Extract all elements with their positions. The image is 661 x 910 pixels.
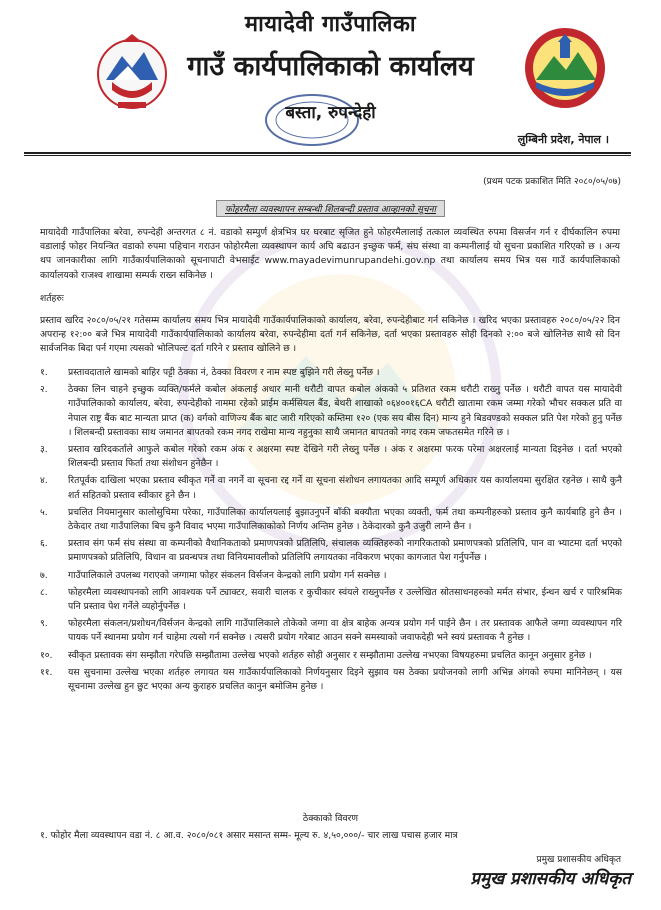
header-divider-thin (24, 155, 631, 156)
item-number: ६. (40, 538, 48, 550)
conditions-label: शर्तहरुः (40, 293, 64, 304)
notice-subject: फोहरमैला व्यवस्थापन सम्बन्धी शिलबन्दी प्रस्ताव आव्हानको सूचना (216, 200, 445, 217)
item-number: १०. (40, 649, 53, 661)
item-text: यस सुचनामा उल्लेख भएका शर्तहरु लगायत यस गाउँकार्यपालिकाको निर्णयनुसार दिइने सुझाव यस ठेक्का प्रयोजनको लागी अभिन्न अंगको रुपमा मानिनेछन् । यस सूचनामा उल्लेख हुन छुट भएका अन्य कुराहरु प्रचलित कानुन बमोजिम हुनेछ । (68, 666, 622, 693)
item-text: ठेक्का लिन चाहने इच्छुक व्यक्ति/फर्मले कबोल अंकलाई अधार मानी धरौटी वापत कबोल अंकको ५ प्रतिशत रकम धरौटी राख्नु पर्नेछ । धरौटी वापत यस मायादेवी गाउँपालिकाको कार्यालय, बरेवा, रुपन्देहीको नाममा रहेको प्राईम कर्मसियल बैंड, बेथरी शाखाको ०६४००१६CA धरौटी खातामा रकम जम्मा गरेको भौचर सक्कल प्रति वा नेपाल राष्ट्र बैंक बाट मान्यता प्राप्त (क) वर्गको वाणिज्य बैंक बाट जारी गरिएको कम्तिमा १२० (एक सय बीस दिन) मान्य हुने बिडवण्डको सक्कल प्रति पेश गरेको हुनु पर्नेछ । शिलबन्दी प्रस्तावका साथ जमानत बापतको रकम नगद राखेमा मान्य नहुनुका साथै जमानत बापतको नगद रकम जफतसमेत गरिने छ । (68, 384, 622, 438)
item-number: ११. (40, 666, 53, 678)
publication-date: (प्रथम पटक प्रकाशित मिति २०८०/०५/०७) (483, 177, 621, 187)
item-number: ७. (40, 569, 48, 581)
item-text: प्रस्ताव संग फर्म संघ संस्था वा कम्पनीको वैधानिकताको प्रमाणपत्रको प्रतिलिपि, संचालक व्यक्तिहरुको नागरिकताको प्रमाणपत्रको प्रतिलिपि, पान वा भ्याटमा दर्ता भएको प्रमाणपत्रको प्रतिलिपि, विधान वा प्रवन्धपत्र तथा विनियमावलीको प्रतिलिपि लगायतका नविकरण भएका कागजात पेश गर्नुपर्नेछ । (68, 538, 622, 564)
item-number: ५. (40, 506, 48, 518)
office-name: गाउँ कार्यपालिकाको कार्यालय (187, 51, 474, 82)
list-item (40, 569, 622, 583)
signatory-title: प्रमुख प्रशासकीय अधिकृत (470, 869, 631, 889)
item-text: फोहरमैला व्यवस्थापनको लागि आवश्यक पर्ने ट्याक्टर, सवारी चालक र कुचीकार स्वंयले राख्नुपर्नेछ र उल्लेखित स्रोतसाधनहरुको मर्मत संभार, ईन्धन खर्च र पारिश्रमिक पनि प्रस्ताव पेश गर्नेले व्यहोर्नुपर्नेछ । (68, 586, 622, 613)
contract-item: १. फोहोर मैला व्यवस्थापन वडा नं. ८ आ.व. २०८०/०८१ असार मसान्त सम्म- मूल्य रु. ४,५०,०००/- चार लाख पचास हजार मात्र (40, 830, 458, 841)
item-text: फोहरमैला संकलन/प्रशोधन/विर्सजन केन्द्रको लागि गाउँपालिकाले तोकेको जग्गा वा क्षेत्र बाहेक अन्यत्र प्रयोग गर्न पाईने छैन । तर प्रस्तावक आफैले जग्गा व्यवस्थापन गरि पायक पर्ने स्थानमा प्रयोग गर्न चाहेमा त्यसो गर्न सक्नेछ । त्यसरी प्रयोग गरेबाट आउन सक्ने समस्याको जवाफदेही भने स्वयं प्रस्तावक नै हुनेछ । (68, 618, 622, 644)
list-item (40, 474, 622, 502)
list-item (40, 383, 622, 440)
list-item (40, 617, 622, 645)
province-label: लुम्बिनी प्रदेश, नेपाल । (517, 133, 609, 146)
signatory-name: प्रमुख प्रशासकीय अधिकृत (536, 855, 621, 865)
list-item (40, 366, 622, 380)
office-location: बस्ता, रुपन्देही (285, 103, 376, 123)
item-number: ४. (40, 475, 48, 487)
header-divider (24, 152, 631, 154)
item-text: प्रचलित नियमानुसार कालोसुचिमा परेका, गाउँपालिका कार्यालयलाई बुझाउनुपर्ने बाँकी बक्यौता भएका व्यक्ती, फर्म तथा कम्पनीहरुको प्रस्ताव कुनै कार्यबाहि हुने छैन । ठेकेदार तथा गाउँपालिका बिच कुनै विवाद भएमा गाउँपालिकाकोको निर्णय अन्तिम हुनेछ । ठेकेदारको कुनै उजुरी लाग्ने छैन । (68, 506, 622, 533)
list-item (40, 506, 622, 534)
item-text: प्रस्तावदाताले खामको बाहिर पट्टी ठेक्का नं, ठेक्का विवरण र नाम स्पष्ट बुझिने गरी लेख्नु पर्नेछ । (68, 367, 380, 378)
item-number: ९. (40, 618, 48, 630)
item-text: प्रस्ताव खरिदकर्ताले आफुले कबोल गरेको रकम अंक र अक्षरमा स्पष्ट देखिने गरी लेख्नु पर्नेछ । अंक र अक्षरमा फरक परेमा अक्षरलाई मान्यता दिइनेछ । दर्ता भएको शिलबन्दी प्रस्ताव फिर्ता तथा संशोधन हुनेछैन । (68, 444, 622, 470)
item-number: १. (40, 367, 48, 378)
list-item (40, 649, 622, 663)
item-text: गाउँपालिकाले उपलब्ध गराएको जग्गामा फोहर संकलन विर्सजन केन्द्रको लागि प्रयोग गर्न सक्नेछ । (68, 569, 387, 581)
intro-paragraph: मायादेवी गाउँपालिका बरेवा, रुपन्देही अन्तरगत ८ नं. वडाको सम्पुर्ण क्षेत्रभित्र घर घरबाट सृजित हुने फोहरमैलालाई तत्काल व्यवस्थित रुपमा विसर्जन गर्न र दीर्घकालिन रुपमा वडालाई फोहर नियन्त्रित वडाको रुपमा पहिचान गराउन फोहोरमैला व्यवस्थापन कार्य अघि बढाउन इच्छुक फर्म, संघ संस्था वा कम्पनीलाई यो सुचना प्रकाशित गरिएको छ । अन्य थप जानकारीका लागि गाउँकार्यपालिकाको सूचनापाटी वेभसाईट www.mayadevimunrupandehi.gov.np तथा कार्यालय समय भित्र यस गाउँ कार्यपालिकाको कार्यालयको राजश्व शाखामा सम्पर्क राख्न सकिनेछ । (40, 227, 620, 281)
proposal-schedule-paragraph: प्रस्ताव खरिद २०८०/०५/२१ गतेसम्म कार्यालय समय भित्र मायादेवी गाउँकार्यपालिकाको कार्यालय, बरेवा, रुपन्देहीबाट गर्न सकिनेछ । खरिद भएका प्रस्तावहरु २०८०/०५/२२ दिन अपरान्ह १२:०० बजे भित्र मायादेवी गाउँकार्यपालिकाको कार्यालय बरेवा, रुपन्देहीमा दर्ता गर्न सकिनेछ, दर्ता भएका प्रस्तावहरु सोही दिनको २:०० बजे खोलिनेछ साथै सो दिन सार्वजनिक बिदा पर्न गएमा त्यसको भोलिपल्ट दर्ता गरिने र प्रस्ताव खोलिने छ । (40, 315, 620, 355)
list-item (40, 666, 622, 694)
municipality-name: मायादेवी गाउँपालिका (244, 12, 417, 37)
item-number: ३. (40, 444, 48, 456)
item-text: स्वीकृत प्रस्तावक संग सम्झौता गरेपछि सम्झौतामा उल्लेख भएको शर्तहरु सोही अनुसार र सम्झौतामा उल्लेख नभएका विषयहरुमा प्रचलित कानून अनुसार हुनेछ । (68, 649, 592, 661)
contract-details-heading: ठेक्काको विवरण (302, 813, 359, 824)
list-item (40, 443, 622, 471)
conditions-list (40, 366, 622, 697)
item-number: ८. (40, 586, 48, 598)
list-item (40, 586, 622, 614)
list-item (40, 537, 622, 565)
item-text: रितपूर्वक दाखिला भएका प्रस्ताव स्वीकृत गर्ने वा नगर्ने वा सूचना रद्द गर्ने वा सूचना संशोधन लगायतका आदि सम्पूर्ण अधिकार यस कार्यालयमा सुरक्षित रहनेछ । साथै कुनै शर्त सहितको प्रस्ताव स्वीकार हुने छैन । (68, 475, 622, 501)
item-number: २. (40, 384, 48, 396)
subject-line (0, 197, 661, 217)
